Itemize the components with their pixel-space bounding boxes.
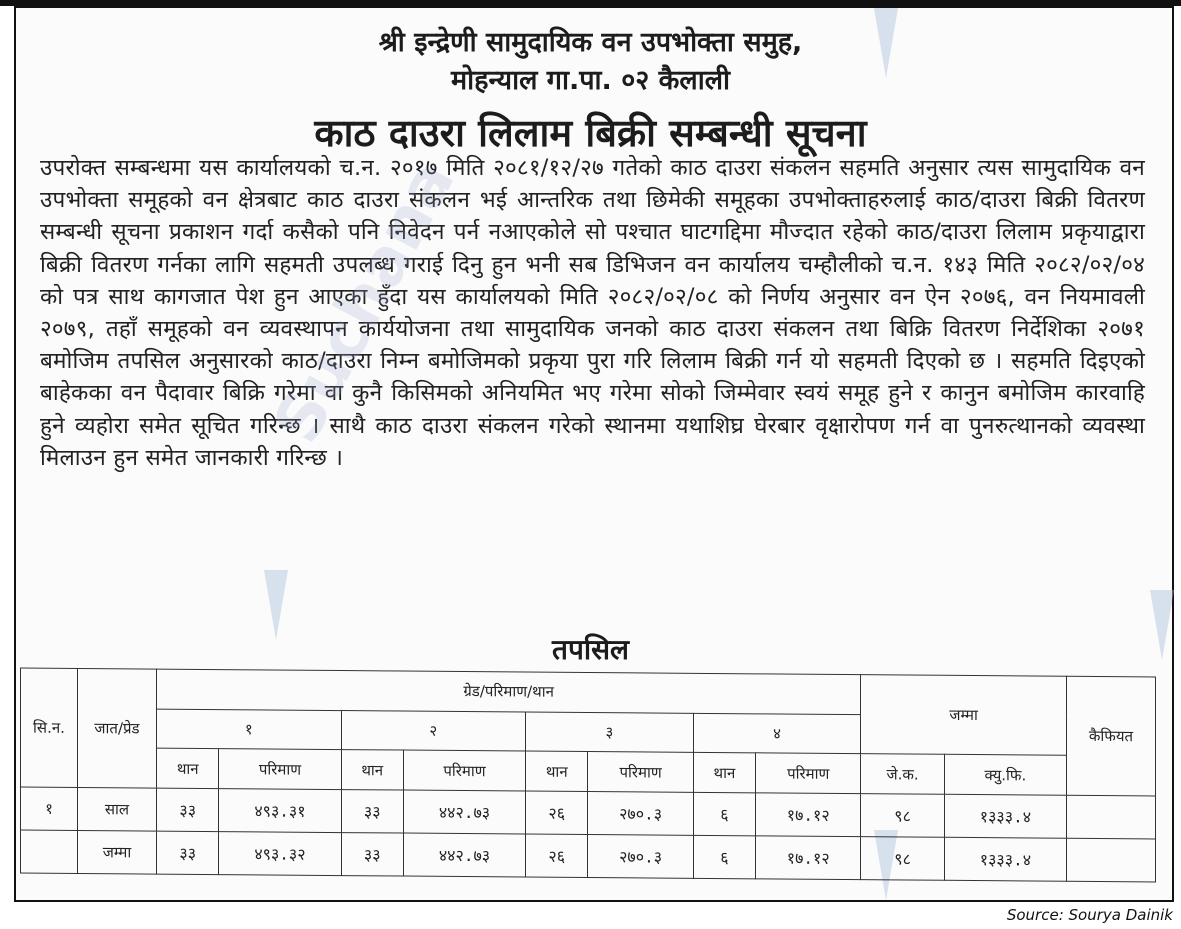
schedule-table (20, 668, 1156, 883)
cell-species: जम्मा (78, 831, 157, 875)
cell-value: २७०.३ (588, 835, 693, 879)
cell-remarks (1067, 838, 1156, 882)
header-count: थान (341, 750, 403, 790)
schedule-heading: तपसिल (551, 633, 630, 666)
cell-value: २६ (526, 791, 588, 834)
header-total-count: जे.क. (861, 754, 944, 794)
header-sn: सि.न. (21, 668, 78, 788)
cell-value: ९८ (861, 837, 944, 881)
header-species: जात/प्रेड (78, 668, 157, 788)
source-credit: Source: Sourya Dainik (1006, 906, 1173, 924)
cell-value: १३३३.४ (944, 837, 1066, 881)
organization-name: श्री इन्द्रेणी सामुदायिक वन उपभोक्ता समुह, (378, 27, 803, 58)
cell-value: ६ (693, 792, 755, 835)
header-remarks: कैफियत (1067, 676, 1156, 796)
cell-value: ४९३.३२ (219, 832, 341, 876)
cell-value: ३३ (341, 790, 403, 833)
cell-value: ४४२.७३ (403, 833, 525, 877)
cell-value: ३३ (341, 833, 403, 876)
cell-value: ४९३.३१ (219, 789, 341, 833)
notice-body: उपरोक्त सम्बन्धमा यस कार्यालयको च.न. २०१७ मिति २०८१/१२/२७ गतेको काठ दाउरा संकलन सहमति अनुसार त्यस सामुदायिक वन उपभोक्ता समूहको वन क्षेत्रबाट काठ दाउरा संकलन भई आन्तरिक तथा छिमेकी समूहका उपभोक्ताहरुलाई काठ/दाउरा बिक्री वितरण सम्बन्धी सूचना प्रकाशन गर्दा कसैको पनि निवेदन पर्न नआएकोले सो पश्चात घाटगद्दिमा मौज्दात रहेको काठ/दाउरा लिलाम प्रकृयाद्वारा बिक्री वितरण गर्नका लागि सहमती उपलब्ध गराई दिनु हुन भनी सब डिभिजन वन कार्यालय चम्हौलीको च.न. १४३ मिति २०८२/०२/०४ को पत्र साथ कागजात पेश हुन आएका हुँदा यस कार्यालयको मिति २०८२/०२/०८ को निर्णय अनुसार वन ऐन २०७६, वन नियमावली २०७९, तहाँ समूहको वन व्यवस्थापन कार्ययोजना तथा सामुदायिक जनको काठ दाउरा संकलन तथा बिक्रि वितरण निर्देशिका २०७१ बमोजिम तपसिल अनुसारको काठ/दाउरा निम्न बमोजिमको प्रकृया पुरा गरि लिलाम बिक्री गर्न यो सहमती दिएको छ । सहमति दिइएको बाहेकका वन पैदावार बिक्रि गरेमा वा कुनै किसिमको अनियमित भए गरेमा सोको जिम्मेवार स्वयं समूह हुने र कानुन बमोजिम कारवाहि हुने व्यहोरा समेत सूचित गरिन्छ । साथै काठ दाउरा संकलन गरेको स्थानमा यथाशिघ्र घेरबार वृक्षारोपण गर्न वा पुनरुत्थानको व्यवस्था मिलाउन हुन समेत जानकारी गरिन्छ । (40, 155, 1145, 471)
table-row (21, 830, 1156, 882)
header-count: थान (693, 753, 755, 793)
cell-value: १७.१२ (756, 836, 861, 880)
header-total: जम्मा (861, 675, 1067, 756)
cell-value: १३३३.४ (944, 794, 1066, 838)
header-grade-3: ३ (526, 712, 694, 753)
notice-title: काठ दाउरा लिलाम बिक्री सम्बन्धी सूचना (314, 111, 867, 155)
cell-value: २६ (526, 834, 588, 877)
cell-value: ३३ (157, 788, 219, 831)
header-volume: परिमाण (588, 752, 693, 793)
organization-address: मोहन्याल गा.पा. ०२ कैलाली (450, 65, 731, 96)
header-volume: परिमाण (403, 750, 525, 791)
cell-value: १७.१२ (756, 793, 861, 837)
cell-sn (21, 830, 78, 873)
cell-value: ६ (693, 835, 755, 878)
header-grade-2: २ (341, 710, 526, 751)
cell-value: ३३ (157, 831, 219, 874)
header-grade-4: ४ (693, 713, 861, 754)
cell-value: २७०.३ (588, 792, 693, 836)
header-volume: परिमाण (756, 753, 861, 794)
cell-species: साल (78, 788, 157, 832)
cell-sn: १ (21, 787, 78, 830)
watermark-text: Suchana (260, 148, 470, 455)
header-count: थान (526, 751, 588, 791)
cell-value: ९८ (861, 794, 944, 838)
header-grade-group: ग्रेड/परिमाण/थान (157, 669, 861, 714)
cell-remarks (1067, 795, 1156, 839)
header-total-volume: क्यु.फि. (944, 755, 1066, 796)
header-volume: परिमाण (219, 749, 341, 790)
header-grade-1: १ (157, 709, 342, 750)
cell-value: ४४२.७३ (403, 790, 525, 834)
header-count: थान (157, 749, 219, 789)
